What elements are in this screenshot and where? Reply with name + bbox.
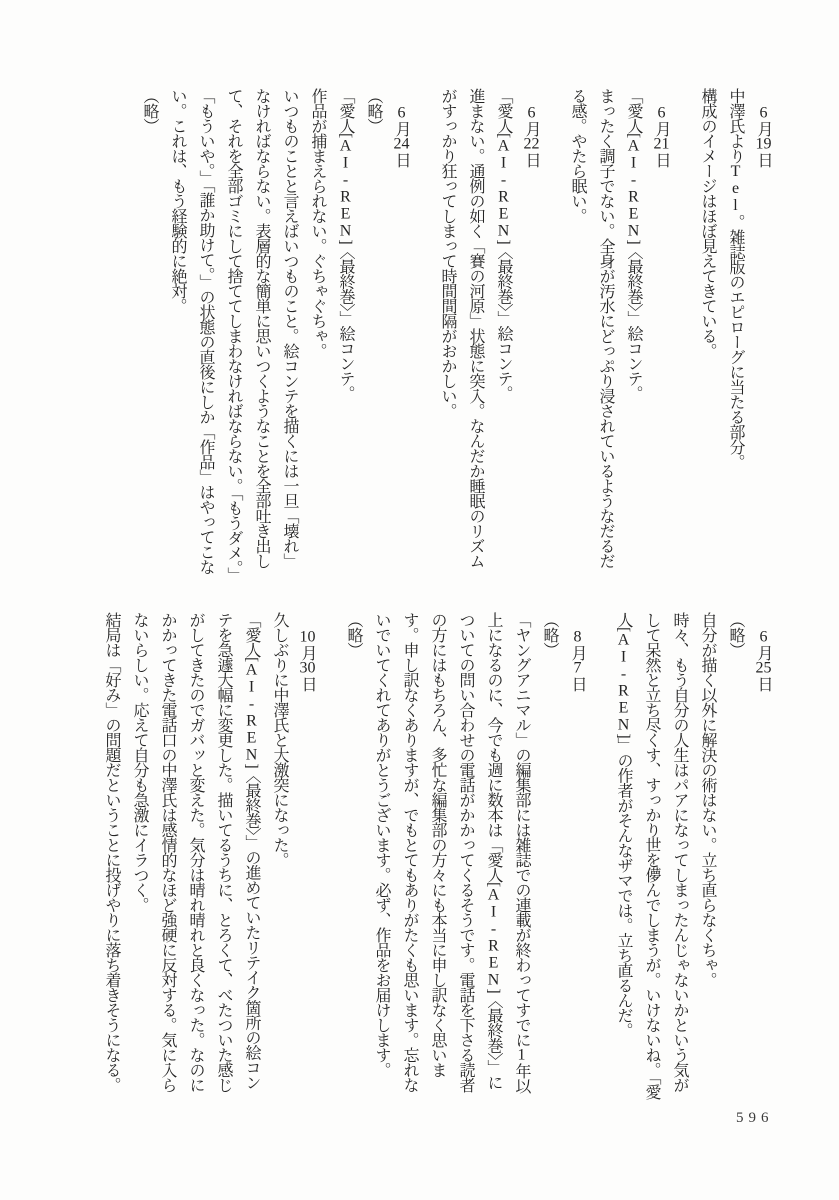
- ellipsis-note: （略）: [727, 612, 744, 657]
- entry-paragraph: 「愛人[AI-REN]〈最終巻〉」絵コンテ。: [495, 88, 512, 401]
- diary-entry: [609, 612, 777, 1104]
- ellipsis-note: （略）: [345, 612, 362, 657]
- entry-date: 6月21日: [653, 105, 670, 167]
- entry-paragraph: 進まない。通例の如く「賽の河原」状態に突入。なんだか睡眠のリズムがすっかり狂ってしまって時間間隔がおかしい。: [439, 88, 484, 568]
- diary-entry: [433, 88, 545, 580]
- entry-paragraph: 「愛人[AI-REN]〈最終巻〉」絵コンテ。: [337, 88, 354, 401]
- entry-date: 6月22日: [523, 105, 540, 167]
- diary-entry: [339, 612, 591, 1104]
- entry-paragraph: 構成のイメージはほぼ見えてきている。: [699, 88, 716, 358]
- entry-paragraph: 結局は「好み」の問題だということに投げやりに落ち着きそうになる。: [103, 612, 120, 1092]
- diary-entry: [563, 88, 675, 580]
- entry-paragraph: 「愛人[AI-REN]〈最終巻〉」絵コンテ。: [625, 88, 642, 401]
- ellipsis-note: （略）: [141, 88, 158, 133]
- diary-band-top: [53, 88, 777, 580]
- diary-band-bottom: [53, 612, 777, 1104]
- entry-paragraph: 「ヤングアニマル」の編集部には雑誌での連載が終わってすでに1年以上になるのに、今でも週に数本は「愛人[AI-REN]〈最終巻〉」についての問い合わせの電話がかかってくるそうです。電話を下さる読者の方にはもちろん、多忙な編集部の方々にも本当に申し訳なく思います。申し訳なくありますが、でもとてもありがたくも思います。忘れないでいてくれてありがとうございます。必ず、作品をお届けします。: [373, 612, 530, 1093]
- ellipsis-note: （略）: [541, 612, 558, 657]
- entry-date: 8月7日: [569, 629, 586, 691]
- entry-paragraph: 自分が描く以外に解決の術はない。立ち直らなくちゃ。: [699, 612, 716, 987]
- diary-entry: [693, 88, 777, 580]
- page-number: 596: [736, 1110, 774, 1126]
- entry-date: 6月24日: [393, 105, 410, 167]
- entry-date: 6月25日: [755, 629, 772, 691]
- entry-date: 6月19日: [755, 105, 772, 167]
- entry-paragraph: 作品が捕まえられない。ぐちゃぐちゃ。: [309, 88, 326, 358]
- ellipsis-note: （略）: [365, 88, 382, 133]
- entry-paragraph: 久しぶりに中澤氏と大激突になった。: [271, 612, 288, 867]
- diary-entry: [97, 612, 321, 1104]
- entry-paragraph: 中澤氏よりTel。雑誌版のエピローグに当たる部分。: [727, 88, 744, 469]
- entry-paragraph: 時々、もう自分の人生はパアになってしまったんじゃないかという気がして呆然と立ち尽くす、すっかり世を儚んでしまうが。いけないね。「愛人[AI-REN]」の作者がそんなザマでは。立ち直るんだ。: [615, 612, 688, 1099]
- entry-date: 10月30日: [299, 629, 316, 691]
- entry-paragraph: いつものことと言えばいつものこと。絵コンテを描くには一旦「壊れ」なければならない。表層的な簡単に思いつくようなことを全部吐き出して、それを全部ゴミにして捨ててしまわなければならない。「もうダメ。」「もういや。」「誰か助けて。」の状態の直後にしか「作品」はやってこない。これは、もう経験的に絶対。: [169, 88, 298, 574]
- entry-paragraph: 「愛人[AI-REN]〈最終巻〉」の進めていたリテイク箇所の絵コンテを急遽大幅に変更した。描いてるうちに、とろくて、べたついた感じがしてきたのでガバッと変えた。気分は晴れ晴れと良くなった。なのにかかってきた電話口の中澤氏は感情的なほど強硬に反対する。気に入らないらしい。応えて自分も急激にイラつく。: [131, 612, 260, 1092]
- entry-paragraph: まったく調子でない。全身が汚水にどっぷり浸されているようなだるだる感。やたら眠い。: [569, 88, 614, 568]
- diary-entry: [135, 88, 415, 580]
